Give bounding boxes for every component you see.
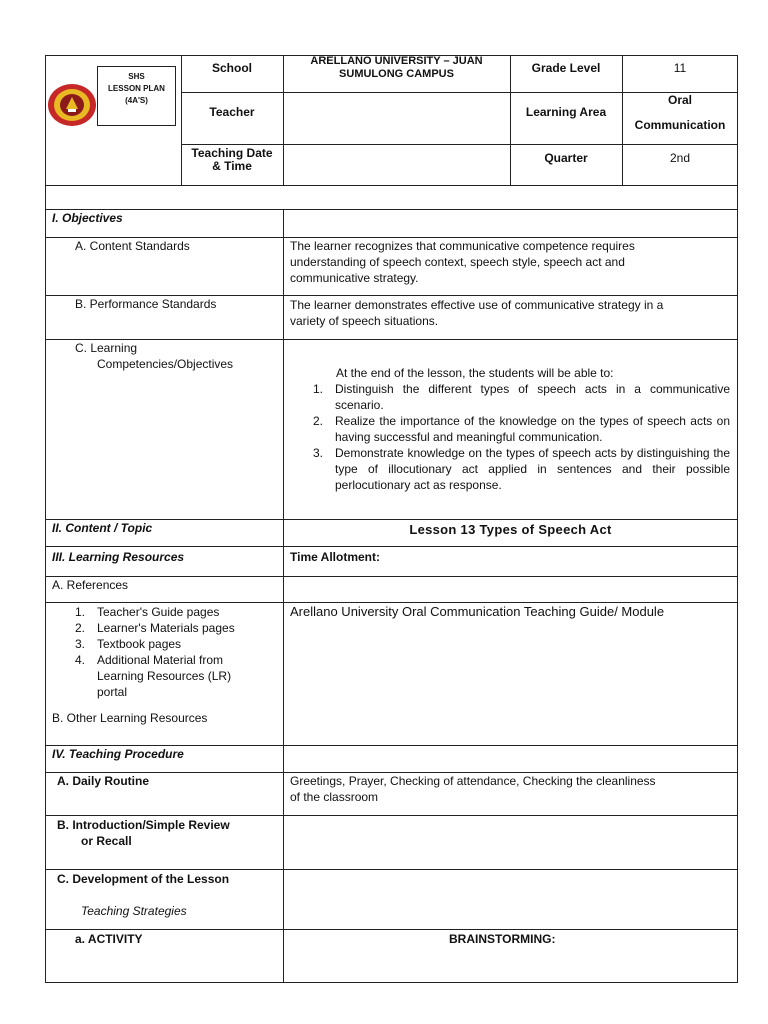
teaching-date-label-line1: Teaching Date [191,146,273,160]
content-heading: II. Content / Topic [52,521,153,535]
plan-label-line3: (4A'S) [125,96,148,105]
teaching-strategies-label: Teaching Strategies [81,904,187,918]
competency-item: 1. Distinguish the different types of speech acts in a communicative scenario. [313,382,730,412]
procedure-heading: IV. Teaching Procedure [52,747,184,761]
content-standards-line3: communicative strategy. [290,271,419,285]
reference-item: 1. Teacher's Guide pages [75,605,220,619]
reference-items-list [75,604,265,700]
learning-area-value-line1: Oral [667,93,692,107]
reference-value: Arellano University Oral Communication Teaching Guide/ Module [290,604,665,619]
performance-standards-label: B. Performance Standards [75,297,217,311]
competencies-label-line2: Competencies/Objectives [97,357,234,371]
learning-area-value-line2: Communication [634,118,726,132]
reference-item: 4. Additional Material from Learning Resources (LR) portal [75,653,232,699]
reference-item: 2. Learner's Materials pages [75,621,235,635]
competency-item: 2. Realize the importance of the knowledge on the types of speech acts on having successful and meaningful communication. [313,414,730,444]
lesson-topic: Lesson 13 Types of Speech Act [409,522,612,537]
other-resources-label: B. Other Learning Resources [52,711,208,725]
learning-area-label: Learning Area [525,105,607,119]
competency-item: 3. Demonstrate knowledge on the types of speech acts by distinguishing the type of illocutionary act applied in sentences and their possible perlocutionary act as response. [313,446,730,492]
teacher-label: Teacher [209,105,255,119]
competencies-list [313,381,730,493]
quarter-label: Quarter [544,151,588,165]
activity-label: a. ACTIVITY [75,932,143,946]
grade-level-label: Grade Level [531,61,601,75]
development-label: C. Development of the Lesson [57,872,230,886]
school-value-line2: SUMULONG CAMPUS [339,68,454,80]
daily-routine-label: A. Daily Routine [57,774,150,788]
activity-value: BRAINSTORMING: [449,932,556,946]
performance-standards-line2: variety of speech situations. [290,314,439,328]
reference-item: 3. Textbook pages [75,637,182,651]
competencies-label-line1: C. Learning [75,341,138,355]
objectives-heading: I. Objectives [52,211,123,225]
daily-routine-line2: of the classroom [290,790,379,804]
grade-level-value: 11 [673,61,687,75]
plan-label-line1: SHS [128,72,145,81]
school-value-line1: ARELLANO UNIVERSITY – JUAN [310,55,483,67]
school-label: School [211,61,252,75]
plan-label-line2: LESSON PLAN [108,84,165,93]
time-allotment-label: Time Allotment: [290,550,381,564]
content-standards-line2: understanding of speech context, speech style, speech act and [290,255,625,269]
intro-label-line2: or Recall [81,834,132,848]
intro-label-line1: B. Introduction/Simple Review [57,818,230,832]
competencies-intro: At the end of the lesson, the students will be able to: [336,366,614,380]
performance-standards-line1: The learner demonstrates effective use of communicative strategy in a [290,298,664,312]
quarter-value: 2nd [669,151,691,165]
daily-routine-line1: Greetings, Prayer, Checking of attendance, Checking the cleanliness [290,774,656,788]
content-standards-label: A. Content Standards [75,239,190,253]
content-standards-line1: The learner recognizes that communicative competence requires [290,239,635,253]
teaching-date-label-line2: & Time [212,159,252,173]
resources-heading: III. Learning Resources [52,550,185,564]
university-seal-icon [46,82,98,128]
references-label: A. References [52,578,129,592]
